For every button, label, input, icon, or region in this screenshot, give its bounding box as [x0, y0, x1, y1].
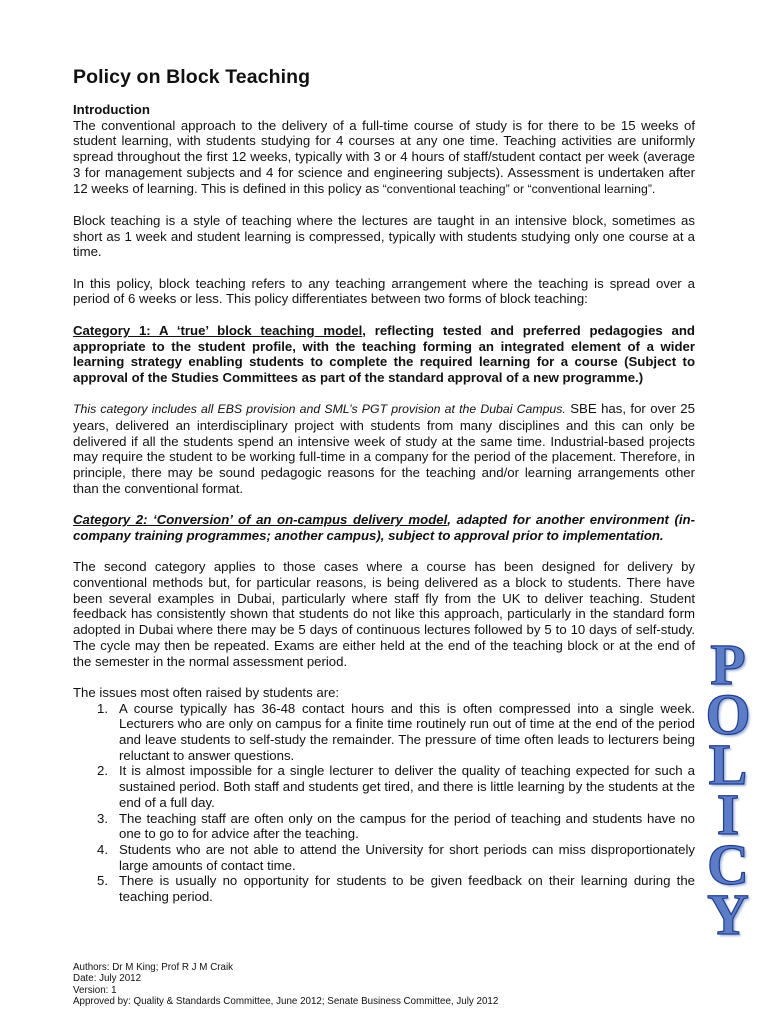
footer-date: Date: July 2012 — [73, 973, 142, 985]
policy-scope-paragraph: In this policy, block teaching refers to any teaching arrangement where the teaching is spread over a period of 6 weeks or less. This policy differentiates between two forms of block teaching: — [73, 275, 695, 307]
introduction-heading: Introduction — [73, 102, 150, 117]
logo-letter: C — [707, 832, 749, 897]
policy-side-logo — [701, 632, 755, 947]
logo-letter: O — [705, 682, 751, 747]
category-1-label: Category 1: A ‘true’ block teaching model — [73, 322, 363, 338]
category-1-paragraph — [73, 401, 695, 496]
footer-authors: Authors: Dr M King; Prof R J M Craik — [73, 962, 234, 973]
issues-intro: The issues most often raised by students are: — [73, 684, 340, 700]
list-item: 4. Students who are not able to attend the University for short periods can miss disproportionately large amounts of contact time. — [97, 841, 695, 873]
category-1-body: SBE has, for over 25 years, delivered an interdisciplinary project with students from many disciplines and this can only be delivered if all the students spend an intensive week of study at the same time. Industrial-based projects may require the student to be working full-time in a company for the period of the placement. Therefore, in principle, there may be sound pedagogic reasons for the teaching and/or learning arrangements other than the conventional format. — [73, 401, 695, 496]
footer-version: Version: 1 — [73, 984, 117, 996]
logo-letter: I — [716, 782, 740, 847]
category-1-italic: This category includes all EBS provision and SML’s PGT provision at the Dubai Campus. — [73, 402, 566, 417]
introduction-definition: “conventional teaching” or “conventional learning”. — [379, 181, 656, 196]
category-2-text: , adapted for another environment (in-company training programmes; another campus), subject to approval prior to implementation. — [73, 512, 695, 543]
document-footer — [73, 962, 498, 1007]
list-item: 5. There is usually no opportunity for students to be given feedback on their learning during the teaching period. — [97, 873, 695, 905]
logo-letter: L — [708, 732, 748, 797]
footer-approved: Approved by: Quality & Standards Committee, June 2012; Senate Business Committee, July 2012 — [73, 995, 499, 1007]
block-teaching-paragraph: Block teaching is a style of teaching where the lectures are taught in an intensive block, sometimes as short as 1 week and student learning is compressed, typically with students studying only one course at a time. — [73, 212, 695, 260]
introduction-text: The conventional approach to the delivery of a full-time course of study is for there to be 15 weeks of student learning, with students studying for 4 courses at any one time. Teaching activities are uniformly spread throughout the first 12 weeks, typically with 3 or 4 hours of staff/student contact per week (average 3 for management subjects and 4 for science and engineering subjects). Assessment is undertaken after 12 weeks of learning. This is defined in this policy as — [73, 117, 695, 196]
issues-list — [73, 701, 695, 905]
category-2-label: Category 2: ‘Conversion’ of an on-campus delivery model — [73, 512, 448, 528]
category-1-heading — [73, 323, 695, 386]
list-item: 2. It is almost impossible for a single lecturer to deliver the quality of teaching expected for such a sustained period. Both staff and students get tired, and there is little learning by the students at the end of a full day. — [97, 763, 695, 810]
category-2-paragraph: The second category applies to those cases where a course has been designed for delivery by conventional methods but, for particular reasons, is being delivered as a block to students. There have been several examples in Dubai, particularly where staff fly from the UK to deliver teaching. Student feedback has consistently shown that students do not like this approach, particularly in the standard form adopted in Dubai where there may be 5 days of continuous lectures followed by 5 to 10 days of self-study. The cycle may then be repeated. Exams are either held at the end of the teaching block or at the end of the semester in the normal assessment period. — [73, 559, 695, 669]
logo-letter: Y — [707, 882, 749, 947]
list-item: 3. The teaching staff are often only on the campus for the period of teaching and students have no one to go to for advice after the teaching. — [97, 810, 695, 842]
page-title: Policy on Block Teaching — [73, 66, 311, 88]
document-page — [73, 66, 695, 905]
logo-letter: P — [710, 632, 746, 697]
category-1-text: , reflecting tested and preferred pedagogies and appropriate to the student profile, with the teaching forming an integrated element of a wider learning strategy enabling students to complete the required learning for a course (Subject to approval of the Studies Committees as part of the standard approval of a new programme.) — [73, 322, 695, 385]
list-item: 1. A course typically has 36-48 contact hours and this is often compressed into a single week. Lecturers who are only on campus for a finite time routinely run out of time at the end of the period and leave students to self-study the remainder. The pressure of time often leads to lecturers being reluctant to answer questions. — [97, 700, 695, 763]
introduction-section — [73, 102, 695, 197]
category-2-heading — [73, 512, 695, 543]
